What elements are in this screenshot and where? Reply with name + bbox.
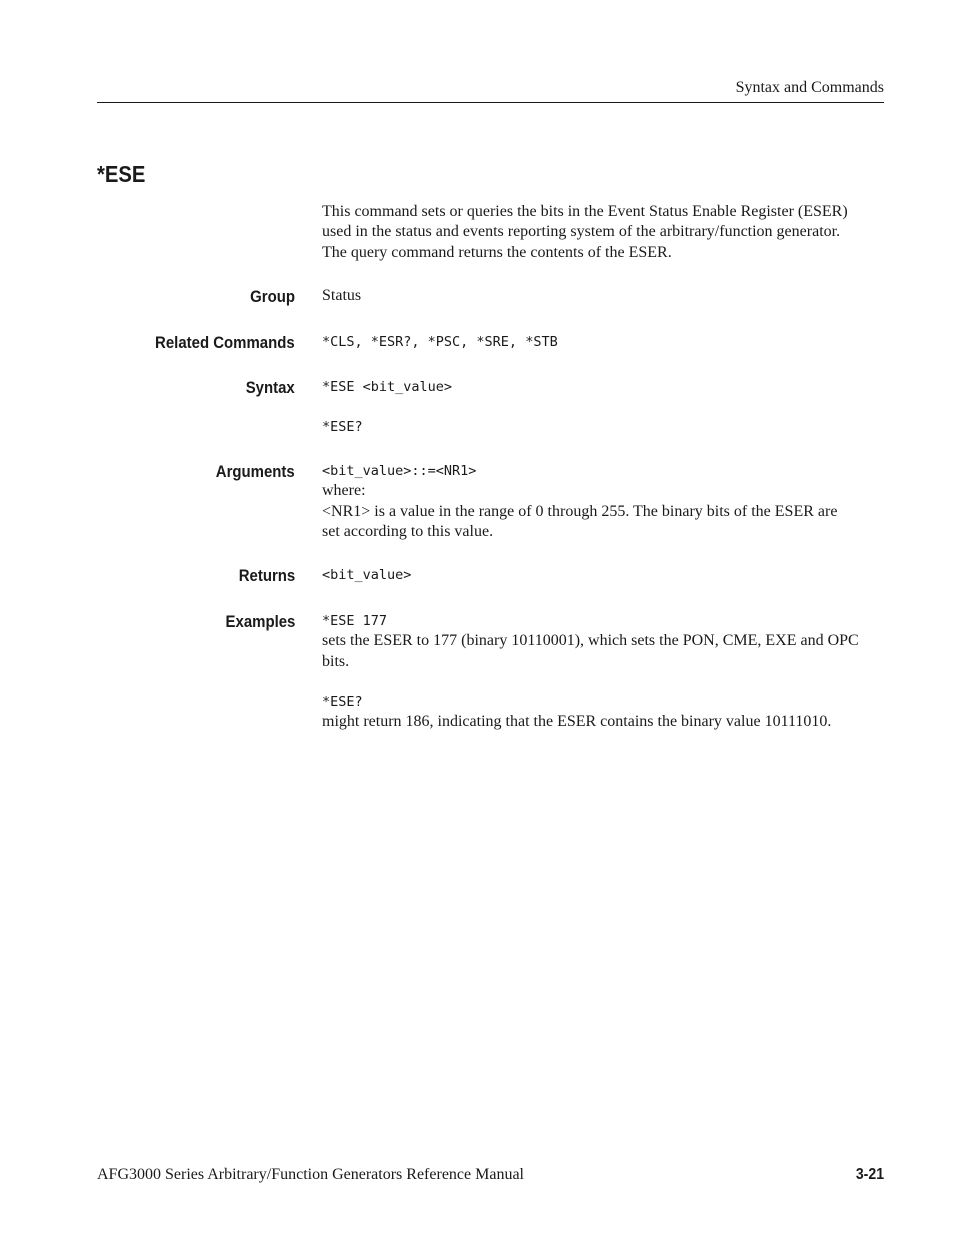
arguments-explanation-line: set according to this value. [322, 523, 494, 541]
arguments-definition: <bit_value>::=<NR1> [322, 463, 477, 479]
syntax-set-form [322, 377, 887, 397]
header-rule [97, 102, 884, 103]
description-line: This command sets or queries the bits in the Event Status Enable Register (ESER) [322, 203, 848, 220]
footer-manual-title: AFG3000 Series Arbitrary/Function Generators Reference Manual [97, 1166, 524, 1183]
example-1-code: *ESE 177 [322, 613, 388, 629]
related-commands-label: Related Commands [155, 333, 295, 352]
arguments-where: where: [322, 482, 366, 500]
example-1-text-line: sets the ESER to 177 (binary 10110001), which sets the PON, CME, EXE and OPC [322, 632, 859, 650]
example-1-text-line: bits. [322, 652, 350, 670]
examples-label: Examples [225, 612, 295, 631]
related-commands-value [322, 332, 887, 352]
arguments-explanation-line: <NR1> is a value in the range of 0 through 255. The binary bits of the ESER are [322, 502, 838, 520]
syntax-query-code: *ESE? [322, 419, 363, 435]
arguments-block [322, 461, 887, 543]
returns-value [322, 565, 887, 585]
example-2-code: *ESE? [322, 694, 363, 710]
running-header: Syntax and Commands [735, 79, 884, 96]
syntax-query-form [322, 417, 887, 437]
arguments-label: Arguments [216, 462, 295, 481]
description-line: The query command returns the contents of the ESER. [322, 243, 672, 261]
group-label: Group [250, 287, 295, 306]
syntax-set-code: *ESE <bit_value> [322, 379, 453, 395]
command-title: *ESE [97, 161, 146, 187]
example-1 [322, 611, 887, 672]
returns-code: <bit_value> [322, 567, 412, 583]
returns-label: Returns [238, 566, 295, 585]
example-2 [322, 692, 887, 733]
footer-page-number: 3-21 [855, 1166, 884, 1183]
command-description [322, 202, 887, 263]
related-commands-code: *CLS, *ESR?, *PSC, *SRE, *STB [322, 334, 558, 350]
example-2-text: might return 186, indicating that the ESER contains the binary value 10111010. [322, 713, 832, 731]
syntax-label: Syntax [245, 378, 295, 397]
group-value: Status [322, 287, 362, 304]
description-line: used in the status and events reporting system of the arbitrary/function generator. [322, 223, 841, 241]
